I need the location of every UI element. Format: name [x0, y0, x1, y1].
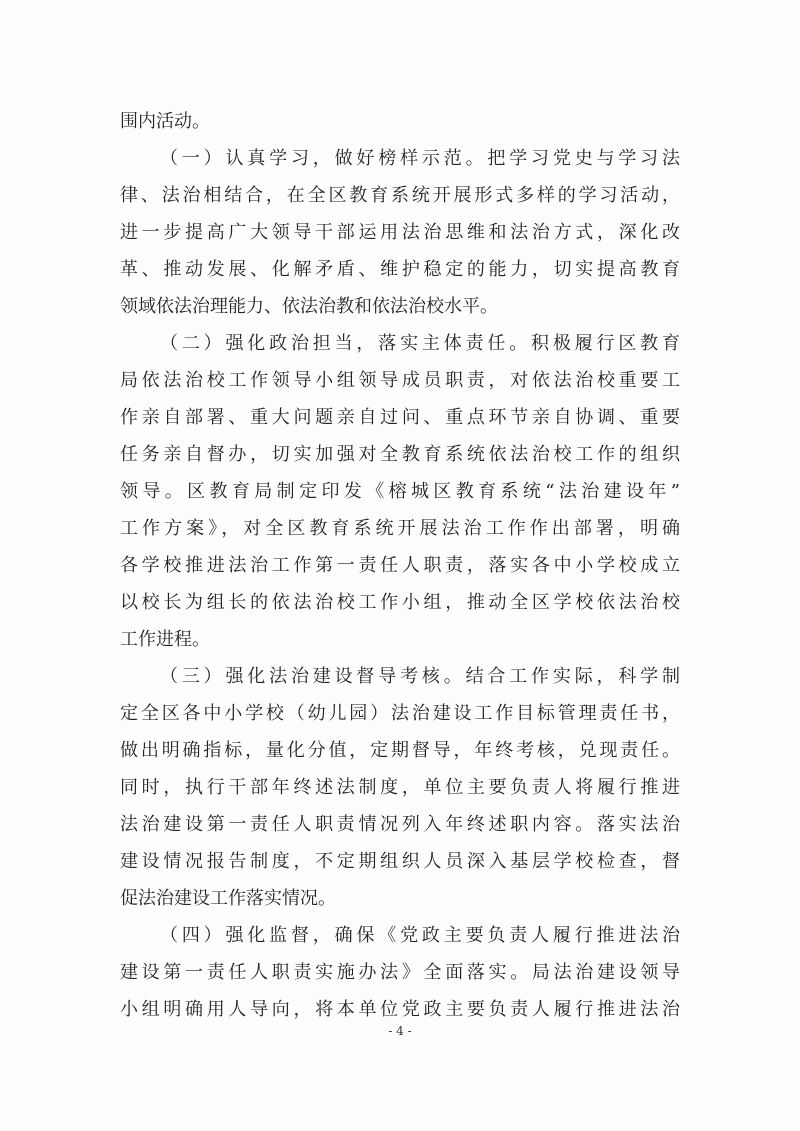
text-line: 围内活动。 — [120, 111, 210, 132]
document-body — [120, 103, 680, 1028]
text-line: （三）强化法治建设督导考核。结合工作实际，科学制 — [160, 666, 680, 687]
text-line: 促法治建设工作落实情况。 — [120, 888, 336, 909]
text-line: 律、法治相结合，在全区教育系统开展形式多样的学习活动， — [120, 185, 680, 206]
text-line: 法治建设第一责任人职责情况列入年终述职内容。落实法治 — [120, 814, 680, 835]
text-line: 建设情况报告制度，不定期组织人员深入基层学校检查，督 — [120, 851, 680, 872]
text-line: 领域依法治理能力、依法治教和依法治校水平。 — [120, 296, 498, 317]
text-line: 革、推动发展、化解矛盾、维护稳定的能力，切实提高教育 — [120, 259, 680, 280]
text-line: 以校长为组长的依法治校工作小组，推动全区学校依法治校 — [120, 592, 680, 613]
text-line: 小组明确用人导向，将本单位党政主要负责人履行推进法治 — [120, 999, 680, 1020]
text-line: 建设第一责任人职责实施办法》全面落实。局法治建设领导 — [120, 962, 680, 983]
text-line: （二）强化政治担当，落实主体责任。积极履行区教育 — [160, 333, 680, 354]
text-line: 进一步提高广大领导干部运用法治思维和法治方式，深化改 — [120, 222, 680, 243]
text-line: 任务亲自督办，切实加强对全教育系统依法治校工作的组织 — [120, 444, 680, 465]
text-line: 各学校推进法治工作第一责任人职责，落实各中小学校成立 — [120, 555, 680, 576]
text-line: 作亲自部署、重大问题亲自过问、重点环节亲自协调、重要 — [120, 407, 680, 428]
text-line: 工作进程。 — [120, 629, 210, 650]
text-line: 同时，执行干部年终述法制度，单位主要负责人将履行推进 — [120, 777, 680, 798]
page-number: - 4 - — [388, 1024, 412, 1038]
text-line: 局依法治校工作领导小组领导成员职责，对依法治校重要工 — [120, 370, 680, 391]
text-line: 定全区各中小学校（幼儿园）法治建设工作目标管理责任书， — [120, 703, 680, 724]
text-line: （一）认真学习，做好榜样示范。把学习党史与学习法 — [160, 148, 680, 169]
text-line: （四）强化监督，确保《党政主要负责人履行推进法治 — [160, 925, 680, 946]
text-line: 领导。区教育局制定印发《榕城区教育系统“法治建设年” — [120, 481, 680, 502]
text-line: 工作方案》，对全区教育系统开展法治工作作出部署，明确 — [120, 518, 680, 539]
text-line: 做出明确指标，量化分值，定期督导，年终考核，兑现责任。 — [120, 740, 680, 761]
